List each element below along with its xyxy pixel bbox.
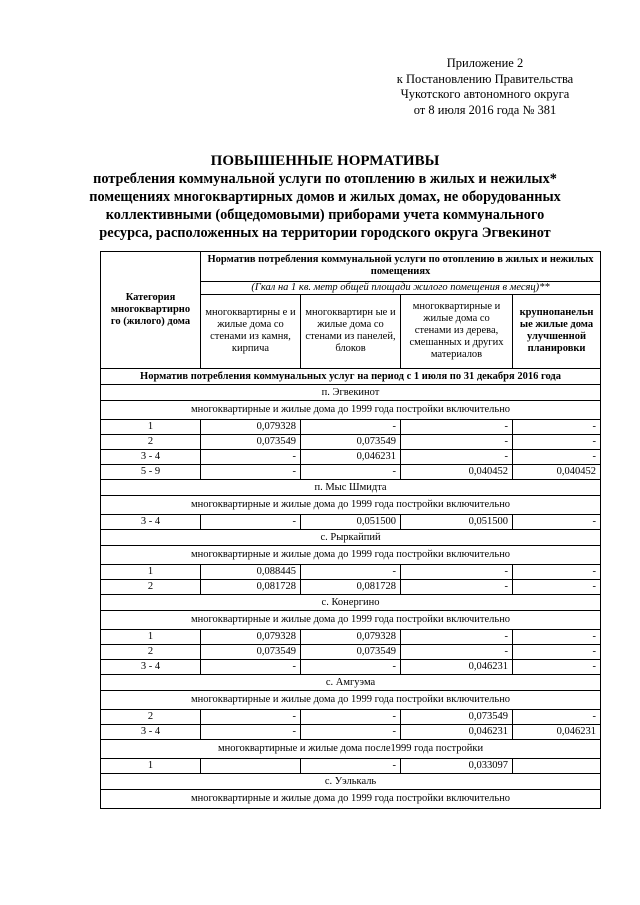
category-cell: 3 - 4 bbox=[101, 725, 201, 740]
value-cell: 0,073549 bbox=[201, 645, 301, 660]
category-cell: 3 - 4 bbox=[101, 515, 201, 530]
category-cell: 2 bbox=[101, 645, 201, 660]
category-cell: 2 bbox=[101, 710, 201, 725]
value-cell: 0,073549 bbox=[301, 645, 401, 660]
table-row bbox=[101, 660, 601, 675]
period-row bbox=[101, 369, 601, 385]
value-cell: 0,081728 bbox=[201, 580, 301, 595]
value-cell: 0,079328 bbox=[201, 630, 301, 645]
value-cell: - bbox=[513, 710, 601, 725]
value-cell: - bbox=[401, 580, 513, 595]
building-group-row bbox=[101, 790, 601, 809]
title-line: потребления коммунальной услуги по отоплению в жилых и нежилых* bbox=[93, 171, 557, 187]
value-cell: - bbox=[401, 435, 513, 450]
building-group-label: многоквартирные и жилые дома до 1999 года постройки включительно bbox=[101, 790, 601, 809]
building-group-label: многоквартирные и жилые дома до 1999 года постройки включительно bbox=[101, 546, 601, 565]
value-cell: - bbox=[201, 660, 301, 675]
column-header-stone: многоквартирны е и жилые дома со стенами из камня, кирпича bbox=[201, 294, 301, 368]
value-cell: - bbox=[513, 645, 601, 660]
value-cell: 0,079328 bbox=[301, 630, 401, 645]
value-cell: 0,073549 bbox=[401, 710, 513, 725]
period-label: Норматив потребления коммунальных услуг на период с 1 июля по 31 декабря 2016 года bbox=[101, 369, 601, 385]
value-cell: 0,073549 bbox=[301, 435, 401, 450]
settlement-name: с. Уэлькаль bbox=[101, 774, 601, 790]
document-title bbox=[60, 152, 590, 242]
settlement-name: с. Конергино bbox=[101, 595, 601, 611]
value-cell bbox=[201, 759, 301, 774]
settlement-row bbox=[101, 385, 601, 401]
value-cell: - bbox=[513, 420, 601, 435]
column-header-wood: многоквартирные и жилые дома со стенами из дерева, смешанных и других материалов bbox=[401, 294, 513, 368]
settlement-name: с. Амгуэма bbox=[101, 675, 601, 691]
appendix-block bbox=[360, 56, 610, 118]
value-cell: 0,040452 bbox=[513, 465, 601, 480]
category-header: Категория многоквартирно го (жилого) дома bbox=[101, 252, 201, 369]
building-group-label: многоквартирные и жилые дома до 1999 года постройки включительно bbox=[101, 611, 601, 630]
table-row bbox=[101, 710, 601, 725]
building-group-row bbox=[101, 611, 601, 630]
building-group-row bbox=[101, 496, 601, 515]
value-cell: - bbox=[201, 450, 301, 465]
table-row bbox=[101, 565, 601, 580]
category-cell: 1 bbox=[101, 565, 201, 580]
value-cell: - bbox=[301, 710, 401, 725]
settlement-name: с. Рыркайпий bbox=[101, 530, 601, 546]
value-cell: 0,088445 bbox=[201, 565, 301, 580]
value-cell: - bbox=[401, 420, 513, 435]
building-group-label: многоквартирные и жилые дома до 1999 года постройки включительно bbox=[101, 496, 601, 515]
value-cell: - bbox=[201, 465, 301, 480]
table-row bbox=[101, 645, 601, 660]
value-cell: 0,046231 bbox=[301, 450, 401, 465]
table-header-row bbox=[101, 252, 601, 282]
column-header-panel: многоквартирн ые и жилые дома со стенами из панелей, блоков bbox=[301, 294, 401, 368]
settlement-row bbox=[101, 675, 601, 691]
table-row bbox=[101, 450, 601, 465]
title-heading: ПОВЫШЕННЫЕ НОРМАТИВЫ bbox=[210, 153, 440, 169]
building-group-label: многоквартирные и жилые дома до 1999 года постройки включительно bbox=[101, 401, 601, 420]
value-cell: 0,073549 bbox=[201, 435, 301, 450]
value-cell: - bbox=[513, 515, 601, 530]
title-line: коллективными (общедомовыми) приборами учета коммунального bbox=[105, 207, 545, 223]
value-cell: - bbox=[301, 725, 401, 740]
building-group-row bbox=[101, 546, 601, 565]
norm-header: Норматив потребления коммунальной услуги по отоплению в жилых и нежилых помещениях bbox=[201, 252, 601, 282]
norms-table bbox=[100, 251, 601, 809]
title-line: помещениях многоквартирных домов и жилых домах, не оборудованных bbox=[89, 189, 561, 205]
appendix-line: Приложение 2 bbox=[446, 56, 524, 70]
settlement-row bbox=[101, 480, 601, 496]
building-group-row bbox=[101, 691, 601, 710]
value-cell: - bbox=[401, 565, 513, 580]
building-group-row bbox=[101, 401, 601, 420]
table-row bbox=[101, 435, 601, 450]
value-cell: 0,079328 bbox=[201, 420, 301, 435]
building-group-label: многоквартирные и жилые дома до 1999 года постройки включительно bbox=[101, 691, 601, 710]
settlement-row bbox=[101, 530, 601, 546]
value-cell: - bbox=[201, 710, 301, 725]
value-cell: 0,046231 bbox=[513, 725, 601, 740]
category-cell: 5 - 9 bbox=[101, 465, 201, 480]
value-cell: - bbox=[401, 630, 513, 645]
column-header-large-panel: крупнопанельн ые жилые дома улучшенной планировки bbox=[513, 294, 601, 368]
category-cell: 2 bbox=[101, 435, 201, 450]
table-row bbox=[101, 580, 601, 595]
table-row bbox=[101, 725, 601, 740]
value-cell: - bbox=[201, 515, 301, 530]
value-cell: 0,081728 bbox=[301, 580, 401, 595]
value-cell: 0,040452 bbox=[401, 465, 513, 480]
value-cell: - bbox=[301, 420, 401, 435]
category-cell: 1 bbox=[101, 630, 201, 645]
value-cell: 0,033097 bbox=[401, 759, 513, 774]
category-cell: 3 - 4 bbox=[101, 660, 201, 675]
category-cell: 1 bbox=[101, 759, 201, 774]
settlement-row bbox=[101, 595, 601, 611]
value-cell: - bbox=[513, 580, 601, 595]
value-cell: - bbox=[513, 435, 601, 450]
value-cell: - bbox=[401, 645, 513, 660]
category-cell: 3 - 4 bbox=[101, 450, 201, 465]
appendix-line: от 8 июля 2016 года № 381 bbox=[413, 102, 557, 117]
title-line: ресурса, расположенных на территории городского округа Эгвекинот bbox=[99, 225, 551, 241]
value-cell: 0,046231 bbox=[401, 725, 513, 740]
value-cell: - bbox=[513, 450, 601, 465]
value-cell: - bbox=[201, 725, 301, 740]
value-cell: - bbox=[301, 565, 401, 580]
table-row bbox=[101, 759, 601, 774]
value-cell: 0,046231 bbox=[401, 660, 513, 675]
value-cell: - bbox=[513, 660, 601, 675]
value-cell: 0,051500 bbox=[401, 515, 513, 530]
value-cell bbox=[513, 759, 601, 774]
building-group-row bbox=[101, 740, 601, 759]
value-cell: - bbox=[301, 465, 401, 480]
category-cell: 1 bbox=[101, 420, 201, 435]
value-cell: 0,051500 bbox=[301, 515, 401, 530]
value-cell: - bbox=[301, 660, 401, 675]
value-cell: - bbox=[401, 450, 513, 465]
settlement-name: п. Мыс Шмидта bbox=[101, 480, 601, 496]
value-cell: - bbox=[513, 630, 601, 645]
value-cell: - bbox=[301, 759, 401, 774]
appendix-line: Чукотского автономного округа bbox=[400, 87, 570, 101]
building-group-label: многоквартирные и жилые дома после1999 года постройки bbox=[101, 740, 601, 759]
settlement-name: п. Эгвекинот bbox=[101, 385, 601, 401]
value-cell: - bbox=[513, 565, 601, 580]
category-cell: 2 bbox=[101, 580, 201, 595]
settlement-row bbox=[101, 774, 601, 790]
appendix-line: к Постановлению Правительства bbox=[396, 71, 574, 86]
table-row bbox=[101, 465, 601, 480]
table-row bbox=[101, 420, 601, 435]
unit-header: (Гкал на 1 кв. метр общей площади жилого помещения в месяц)** bbox=[201, 281, 601, 294]
table-row bbox=[101, 515, 601, 530]
table-row bbox=[101, 630, 601, 645]
